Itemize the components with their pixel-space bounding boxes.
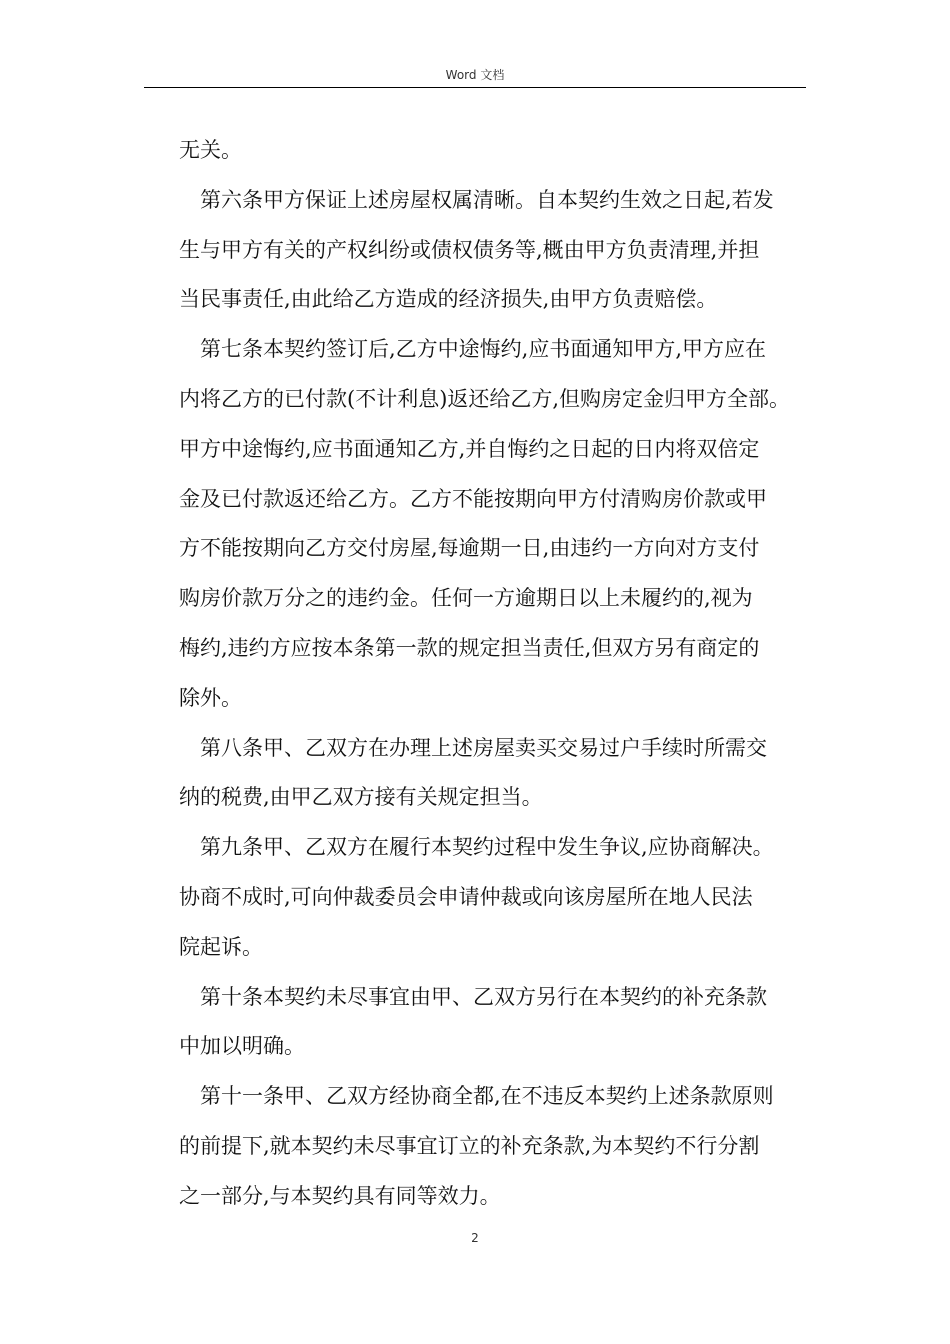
text-line: 购房价款万分之的违约金。任何一方逾期日以上未履约的,视为 bbox=[179, 586, 753, 611]
text-line: 当民事责任,由此给乙方造成的经济损失,由甲方负责赔偿。 bbox=[179, 287, 718, 312]
text-line: 第九条甲、乙双方在履行本契约过程中发生争议,应协商解决。 bbox=[200, 835, 774, 860]
text-line: 纳的税费,由甲乙双方接有关规定担当。 bbox=[179, 785, 543, 810]
text-line: 生与甲方有关的产权纠纷或债权债务等,概由甲方负责清理,并担 bbox=[179, 237, 760, 262]
text-line: 无关。 bbox=[179, 138, 242, 162]
text-line: 之一部分,与本契约具有同等效力。 bbox=[179, 1183, 501, 1208]
page-header: Word 文档 bbox=[445, 68, 505, 82]
text-line: 第六条甲方保证上述房屋权属清晰。自本契约生效之日起,若发 bbox=[200, 187, 774, 212]
text-line: 梅约,违约方应按本条第一款的规定担当责任,但双方另有商定的 bbox=[179, 635, 760, 660]
page-number: 2 bbox=[471, 1231, 479, 1245]
text-line: 甲方中途悔约,应书面通知乙方,并自悔约之日起的日内将双倍定 bbox=[179, 436, 760, 461]
text-line: 内将乙方的已付款(不计利息)返还给乙方,但购房定金归甲方全部。 bbox=[179, 386, 791, 411]
text-line: 协商不成时,可向仲裁委员会申请仲裁或向该房屋所在地人民法 bbox=[179, 884, 753, 909]
text-line: 方不能按期向乙方交付房屋,每逾期一日,由违约一方向对方支付 bbox=[179, 536, 760, 561]
text-line: 金及已付款返还给乙方。乙方不能按期向甲方付清购房价款或甲 bbox=[179, 486, 767, 511]
text-line: 第十条本契约未尽事宜由甲、乙双方另行在本契约的补充条款 bbox=[200, 984, 767, 1009]
text-line: 第七条本契约签订后,乙方中途悔约,应书面通知甲方,甲方应在 bbox=[200, 337, 767, 362]
text-line: 第十一条甲、乙双方经协商全都,在不违反本契约上述条款原则 bbox=[200, 1084, 774, 1109]
header-divider bbox=[144, 87, 806, 88]
document-body bbox=[179, 126, 799, 1222]
text-line: 第八条甲、乙双方在办理上述房屋卖买交易过户手续时所需交 bbox=[200, 735, 767, 760]
text-line: 院起诉。 bbox=[179, 934, 263, 959]
text-line: 的前提下,就本契约未尽事宜订立的补充条款,为本契约不行分割 bbox=[179, 1133, 760, 1158]
text-line: 除外。 bbox=[179, 685, 242, 710]
text-line: 中加以明确。 bbox=[179, 1034, 305, 1059]
